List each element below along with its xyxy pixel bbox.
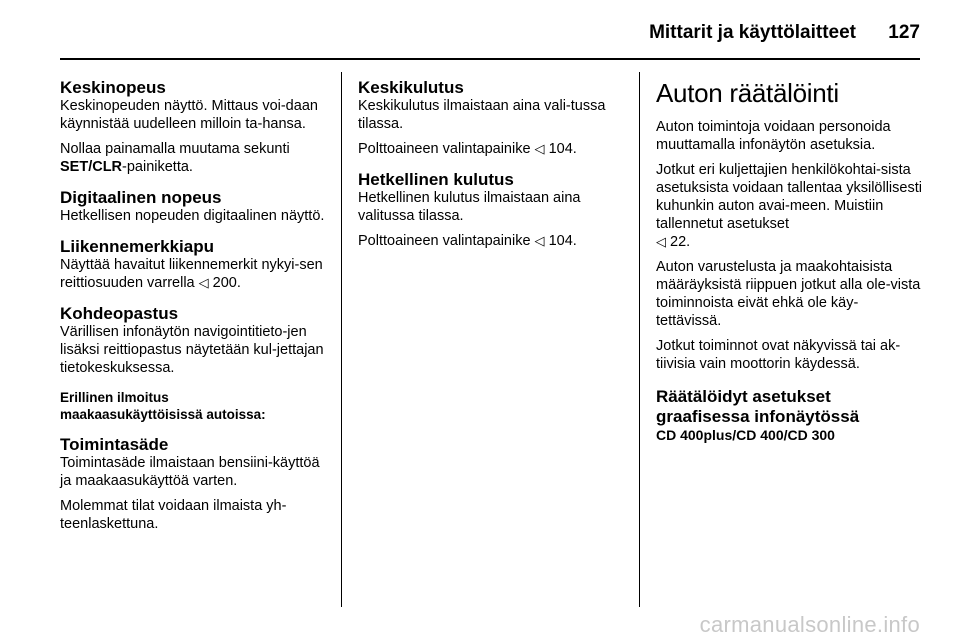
section-heading: Räätälöidyt asetukset <box>656 387 831 406</box>
section-heading: graafisessa infonäytössä <box>656 407 860 426</box>
paragraph: Keskikulutus ilmaistaan aina vali-tussa tilassa. <box>358 98 606 132</box>
column-divider <box>639 72 640 607</box>
section-heading: Toimintasäde <box>60 435 169 454</box>
paragraph: Auton toimintoja voidaan personoida muuttamalla infonäytön asetuksia. <box>656 119 891 153</box>
column-divider <box>341 72 342 607</box>
paragraph: Auton varustelusta ja maakohtaisista määräyksistä riippuen jotkut alla ole-vista toiminnoista eivät ehkä ole käy-tettävissä. <box>656 259 921 329</box>
section-keskikulutus <box>358 78 628 158</box>
triangle-right-icon: ◁ <box>656 234 666 249</box>
page-reference-link[interactable]: 200. <box>212 275 241 291</box>
text: Nollaa painamalla muutama sekunti <box>60 141 290 157</box>
section-raataloidyt-asetukset <box>656 387 922 444</box>
paragraph: Keskinopeuden näyttö. Mittaus voi-daan käynnistää uudelleen milloin ta-hansa. <box>60 98 318 132</box>
note-line: maakaasukäyttöisissä autoissa: <box>60 407 266 422</box>
page-reference-link[interactable]: 22. <box>670 234 691 250</box>
section-heading: Liikennemerkkiapu <box>60 237 215 256</box>
paragraph: Molemmat tilat voidaan ilmaista yh-teenlaskettuna. <box>60 498 287 532</box>
section-liikennemerkkiapu <box>60 237 330 292</box>
text: -painiketta. <box>122 159 193 175</box>
section-digitaalinen-nopeus <box>60 188 330 225</box>
note-heading <box>60 389 330 423</box>
chapter-section-title: Auton räätälöinti <box>656 78 839 108</box>
paragraph: Hetkellinen kulutus ilmaistaan aina valitussa tilassa. <box>358 190 581 224</box>
section-heading: Kohdeopastus <box>60 304 179 323</box>
text: Polttoaineen valintapainike <box>358 233 531 249</box>
button-name-set-clr: SET/CLR <box>60 159 123 175</box>
triangle-right-icon: ◁ <box>534 233 545 248</box>
column-right <box>656 78 922 444</box>
column-left <box>60 78 330 545</box>
paragraph <box>358 140 628 158</box>
paragraph <box>60 140 330 176</box>
text: Polttoaineen valintapainike <box>358 141 531 157</box>
section-hetkellinen-kulutus <box>358 170 628 250</box>
note-line: Erillinen ilmoitus <box>60 390 169 405</box>
paragraph <box>358 232 628 250</box>
subheading-model: CD 400plus/CD 400/CD 300 <box>656 427 835 443</box>
paragraph <box>60 256 330 292</box>
section-heading: Hetkellinen kulutus <box>358 170 514 189</box>
paragraph <box>656 161 922 251</box>
paragraph: Värillisen infonäytön navigointitieto-jen lisäksi reittiopastus näytetään kul-jettajan tietokeskuksessa. <box>60 324 324 376</box>
chapter-title: Mittarit ja käyttölaitteet <box>649 22 856 43</box>
section-heading: Keskikulutus <box>358 78 464 97</box>
paragraph: Toimintasäde ilmaistaan bensiini-käyttöä ja maakaasukäyttöä varten. <box>60 455 320 489</box>
section-kohdeopastus <box>60 304 330 377</box>
watermark: carmanualsonline.info <box>699 612 920 637</box>
page-reference-link[interactable]: 104. <box>548 141 577 157</box>
text: Jotkut eri kuljettajien henkilökohtai-sista asetuksista voidaan tallentaa yksilöllisesti kuhunkin auton avai-meen. Muistiin tallennetut asetukset <box>656 162 922 232</box>
section-heading: Digitaalinen nopeus <box>60 188 222 207</box>
paragraph: Hetkellisen nopeuden digitaalinen näyttö. <box>60 208 325 224</box>
triangle-right-icon: ◁ <box>198 275 209 290</box>
column-middle <box>358 78 628 262</box>
section-heading: Keskinopeus <box>60 78 166 97</box>
section-toimintasade <box>60 435 330 533</box>
paragraph: Jotkut toiminnot ovat näkyvissä tai ak-tiivisia vain moottorin käydessä. <box>656 338 901 372</box>
triangle-right-icon: ◁ <box>534 141 545 156</box>
page-reference-link[interactable]: 104. <box>548 233 577 249</box>
page-number: 127 <box>888 22 920 43</box>
text: Näyttää havaitut liikennemerkit nykyi-sen reittiosuuden varrella <box>60 257 323 291</box>
section-keskinopeus <box>60 78 330 176</box>
page-header <box>60 14 920 60</box>
